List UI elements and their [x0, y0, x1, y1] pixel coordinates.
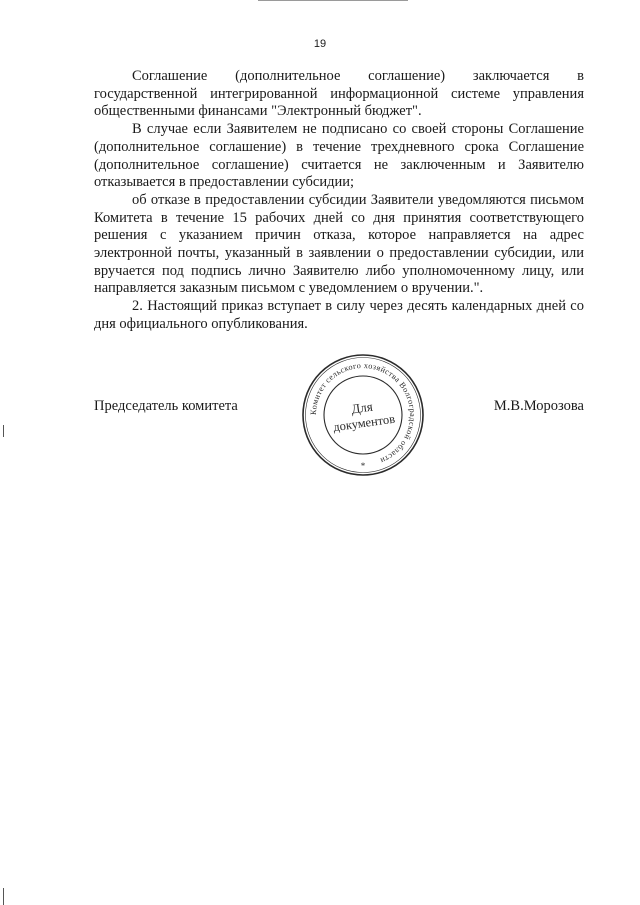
- signer-name: М.В.Морозова: [493, 398, 584, 414]
- signer-title: Председатель комитета: [94, 398, 238, 414]
- page-number: 19: [313, 38, 327, 50]
- official-seal: [300, 352, 426, 478]
- seal-outer-ring-thin: [306, 358, 421, 473]
- seal-star: *: [360, 461, 366, 471]
- seal-outer-text: Комитет сельского хозяйства Волгоградской области: [308, 360, 418, 466]
- paragraph: об отказе в предоставлении субсидии Заявители уведомляются письмом Комитета в течение 15 рабочих дней со дня принятия соответствующего решения с указанием причин отказа, которое направляется на адрес электронной почты, указанный в заявлении о предоставлении субсидии, или вручается под подпись лично Заявителю либо уполномоченному лицу, или направляется заказным письмом с уведомлением о вручении.".: [94, 191, 584, 297]
- scan-margin-mark: [3, 888, 4, 905]
- top-edge-rule: [258, 0, 408, 1]
- seal-center-line1: Для: [350, 398, 374, 417]
- paragraph: Соглашение (дополнительное соглашение) заключается в государственной интегрированной информационной системе управления общественными финансами "Электронный бюджет".: [94, 68, 584, 120]
- paragraph: В случае если Заявителем не подписано со своей стороны Соглашение (дополнительное соглашение) в течение трехдневного срока Соглашение (дополнительное соглашение) считается не заключенным и Заявителю отказывается в предоставлении субсидии;: [94, 121, 584, 191]
- seal-center-line2: документов: [332, 411, 396, 435]
- document-body: [94, 68, 584, 334]
- seal-outer-ring: [303, 355, 423, 475]
- paragraph: 2. Настоящий приказ вступает в силу через десять календарных дней со дня официального опубликования.: [94, 298, 584, 332]
- seal-graphic: [300, 352, 426, 478]
- scan-margin-mark: [3, 425, 4, 437]
